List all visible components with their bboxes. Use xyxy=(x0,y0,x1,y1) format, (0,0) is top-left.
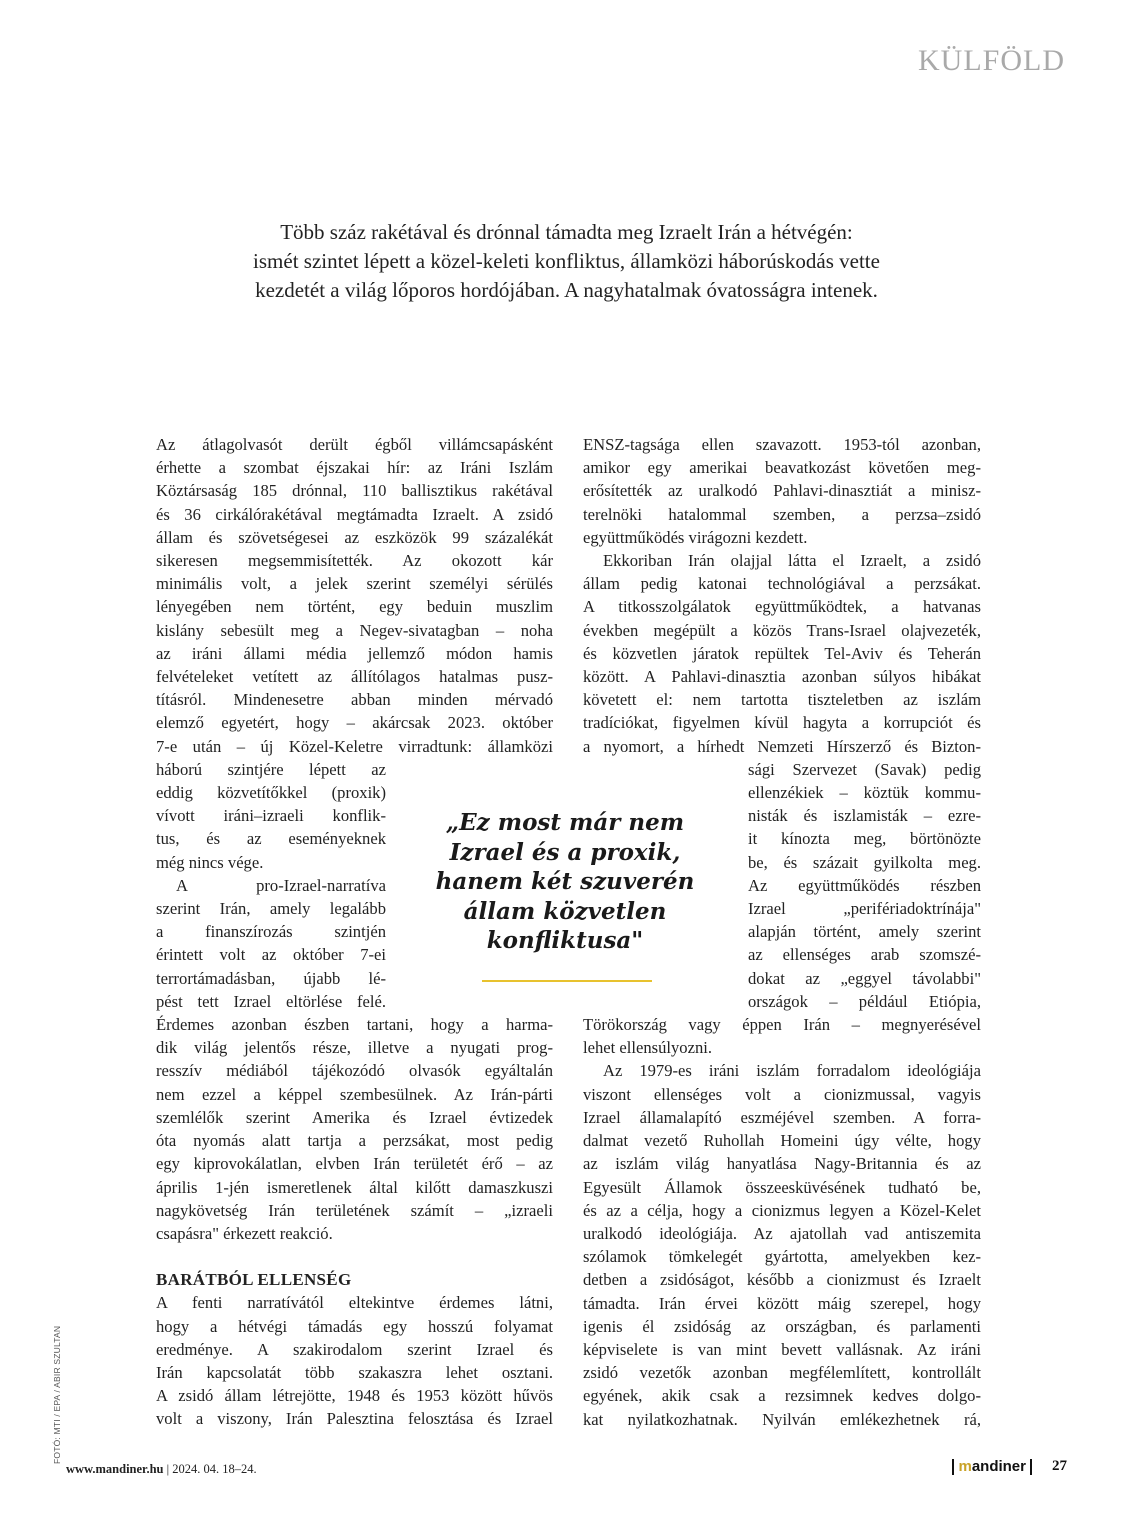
body-line: szólamok tömkelegét gyártotta, amelyekben kez- xyxy=(583,1247,981,1267)
body-line: nem ezzel a képpel szembesülnek. Az Irán-párti xyxy=(156,1084,553,1104)
body-line: egyének, akik csak a rezsimnek kedves dolgo- xyxy=(583,1386,981,1406)
lead-paragraph xyxy=(150,218,983,305)
pull-quote-rule xyxy=(482,980,652,982)
body-line: tus, és az eseményeknek xyxy=(156,829,386,849)
body-line: követett el: nem tartotta tiszteletben az iszlám xyxy=(583,690,981,710)
body-line: dik világ jelentős része, illetve a nyugati prog- xyxy=(156,1038,553,1058)
body-line: érhette a szombat éjszakai hír: az Iráni Iszlám xyxy=(156,458,553,478)
lead-line: Több száz rakétával és drónnal támadta meg Izraelt Irán a hétvégén: xyxy=(280,220,853,244)
body-line: Izrael államalapító eszméjével szemben. A forra- xyxy=(583,1107,981,1127)
body-line: eddig közvetítőkkel (proxik) xyxy=(156,783,386,803)
body-line: Köztársaság 185 drónnal, 110 ballisztikus rakétával xyxy=(156,481,553,501)
body-line: alapján történt, amely szerint xyxy=(748,922,981,942)
body-line: terrortámadásban, újabb lé- xyxy=(156,968,386,988)
body-line: viszont ellenséges volt a cionizmussal, vagyis xyxy=(583,1084,981,1104)
footer-separator: | xyxy=(166,1462,170,1476)
body-line: detben a zsidóságot, később a cionizmust és Izraelt xyxy=(583,1270,981,1290)
body-line: Ekkoriban Irán olajjal látta el Izraelt, a zsidó xyxy=(603,551,981,571)
pull-quote-line: konfliktusa" xyxy=(486,927,644,954)
lead-line: ismét szintet lépett a közel-keleti konfliktus, államközi háborúskodás vette xyxy=(253,249,880,273)
body-line: és az a célja, hogy a cionizmus legyen a Közel-Kelet xyxy=(583,1200,981,1220)
body-line: az iszlám világ hanyatlása Nagy-Britannia és az xyxy=(583,1154,981,1174)
narrow-text-block xyxy=(748,758,981,1013)
body-line: pést tett Izrael eltörlése felé. xyxy=(156,991,386,1011)
body-line: sikeresen megsemmisítették. Az okozott kár xyxy=(156,551,553,571)
body-line: tradíciókat, figyelmen kívül hagyta a korrupciót és xyxy=(583,713,981,733)
body-line: elemző egyetért, hogy – akárcsak 2023. október xyxy=(156,713,553,733)
body-line: Törökország vagy éppen Irán – megnyerésével xyxy=(583,1015,981,1035)
body-line: ellenzékiek – köztük kommu- xyxy=(748,783,981,803)
body-line: hogy a hétvégi támadás egy hosszú folyamat xyxy=(156,1316,553,1336)
body-line: egy kiprovokálatlan, elvben Irán területét érő – az xyxy=(156,1154,553,1174)
body-line: érintett volt az október 7-ei xyxy=(156,945,386,965)
body-line: években megépült a közös Trans-Israel olajvezeték, xyxy=(583,620,981,640)
body-line: be, és százait gyilkolta meg. xyxy=(748,852,981,872)
body-line: Izrael „perifériadoktrínája" xyxy=(748,899,981,919)
body-line: együttműködés virágozni kezdett. xyxy=(583,527,808,547)
body-line: állam és szövetségesei az eszközök 99 százalékát xyxy=(156,527,553,547)
footer-site-date xyxy=(66,1462,257,1477)
body-line: erősítették az uralkodó Pahlavi-dinasztiát a minisz- xyxy=(583,481,981,501)
section-label: KÜLFÖLD xyxy=(918,44,1065,77)
body-line: a finanszírozás szintjén xyxy=(156,922,386,942)
body-line: az ellenséges arab szomszé- xyxy=(748,945,981,965)
body-line: támadta. Irán érvei között máig szerepel, hogy xyxy=(583,1293,981,1313)
body-line: lényegében nem történt, egy beduin muszlim xyxy=(156,597,553,617)
body-line: vívott iráni–izraeli konflik- xyxy=(156,806,386,826)
body-line: terelnöki hatalommal szemben, a perzsa–zsidó xyxy=(583,504,981,524)
body-line: képviselete is van mint bevett vallásnak. Az iráni xyxy=(583,1339,981,1359)
body-line: nisták és iszlamisták – ezre- xyxy=(748,806,981,826)
pull-quote-line: hanem két szuverén xyxy=(435,868,695,895)
body-line: szerint Irán, amely legalább xyxy=(156,899,386,919)
body-line: Az átlagolvasót derült égből villámcsapásként xyxy=(156,435,553,454)
body-line: háború szintjére lépett az xyxy=(156,759,386,779)
body-line: volt a viszony, Irán Palesztina felosztása és Izrael xyxy=(156,1409,553,1429)
body-line: A zsidó állam létrejötte, 1948 és 1953 között hűvös xyxy=(156,1386,553,1406)
pull-quote-line: „Ez most már nem xyxy=(445,809,685,836)
body-line: nagykövetség Irán területének számít – „izraeli xyxy=(156,1200,553,1220)
page-number: 27 xyxy=(1052,1458,1067,1474)
body-line: a nyomort, a hírhedt Nemzeti Hírszerző és Bizton- xyxy=(583,736,981,756)
body-line: igenis él zsidóság az országban, és parlamenti xyxy=(583,1316,981,1336)
narrow-text-block xyxy=(156,758,386,1013)
body-line: csapásra" érkezett reakció. xyxy=(156,1223,333,1243)
body-line: tításról. Mindenesetre abban minden mérvadó xyxy=(156,690,553,710)
pull-quote-line: állam közvetlen xyxy=(463,897,667,925)
body-line: minimális volt, a jelek szerint személyi sérülés xyxy=(156,574,553,594)
body-line: országok – például Etiópia, xyxy=(748,991,981,1011)
lead-line: kezdetét a világ lőporos hordójában. A nagyhatalmak óvatosságra intenek. xyxy=(255,278,878,302)
body-line: resszív médiából tájékozódó olvasók egyáltalán xyxy=(156,1061,553,1081)
body-line: uralkodó ideológiája. Az ajatollah vad antiszemita xyxy=(583,1223,981,1243)
pull-quote xyxy=(418,808,712,956)
body-line: 7-e után – új Közel-Keletre virradtunk: államközi xyxy=(156,736,553,756)
body-line: zsidó vezetők azonban megfélemlített, kontrollált xyxy=(583,1363,981,1383)
body-line: szemlélők szerint Amerika és Izrael évtizedek xyxy=(156,1107,553,1127)
body-line: Egyesült Államok összeesküvésének tudható be, xyxy=(583,1177,981,1197)
photo-credit: FOTÓ: MTI / EPA / ABIR SZULTAN xyxy=(52,1325,62,1464)
body-line: amikor egy amerikai beavatkozást követően meg- xyxy=(583,458,981,478)
body-line: it kínozta meg, börtönözte xyxy=(748,829,981,849)
body-line: Az együttműködés részben xyxy=(748,875,981,895)
body-line: az iráni állami média jellemző módon hamis xyxy=(156,643,553,663)
body-line: dalmat vezető Ruhollah Homeini úgy vélte, hogy xyxy=(583,1131,981,1151)
body-line: ENSZ-tagsága ellen szavazott. 1953-tól azonban, xyxy=(583,435,981,454)
footer-date: 2024. 04. 18–24. xyxy=(172,1462,257,1476)
body-line: és közvetlen járatok repültek Tel-Aviv és Teherán xyxy=(583,643,981,663)
body-line: Érdemes azonban észben tartani, hogy a harma- xyxy=(156,1015,553,1035)
body-line: Irán kapcsolatát több szakaszra lehet osztani. xyxy=(156,1362,553,1382)
body-line: A pro-Izrael-narratíva xyxy=(176,875,386,895)
body-line: óta nyomás alatt tartja a perzsákat, most pedig xyxy=(156,1131,553,1151)
body-line: még nincs vége. xyxy=(156,852,264,872)
body-line: kat nyilatkozhatnak. Nyilván emlékezhetnek rá, xyxy=(583,1409,981,1429)
body-line: felvételeket vetített az állítólagos hatalmas pusz- xyxy=(156,667,553,687)
body-line: Az 1979-es iráni iszlám forradalom ideológiája xyxy=(603,1061,981,1081)
pull-quote-line: Izrael és a proxik, xyxy=(449,838,681,866)
body-line: eredménye. A szakirodalom szerint Izrael és xyxy=(156,1339,553,1359)
body-line: kislány sebesült meg a Negev-sivatagban – noha xyxy=(156,620,553,640)
body-line: sági Szervezet (Savak) pedig xyxy=(748,759,981,779)
mandiner-logo: mandiner xyxy=(952,1459,1032,1475)
body-line: lehet ellensúlyozni. xyxy=(583,1038,713,1058)
body-line: A fenti narratívától eltekintve érdemes látni, xyxy=(156,1293,553,1313)
body-line: dokat az „eggyel távolabbi" xyxy=(748,968,981,988)
body-line: és 36 cirkálórakétával megtámadta Izraelt. A zsidó xyxy=(156,504,553,524)
body-line: állam pedig katonai technológiával a perzsákat. xyxy=(583,574,981,594)
body-line: április 1-jén ismeretlenek által kilőtt damaszkuszi xyxy=(156,1177,553,1197)
body-line: A titkosszolgálatok együttműködtek, a hatvanas xyxy=(583,597,981,617)
footer-brand xyxy=(952,1458,1067,1475)
body-line: között. A Pahlavi-dinasztia azonban súlyos hibákat xyxy=(583,667,981,687)
footer-site: www.mandiner.hu xyxy=(66,1462,164,1476)
section-subhead: BARÁTBÓL ELLENSÉG xyxy=(156,1270,352,1290)
